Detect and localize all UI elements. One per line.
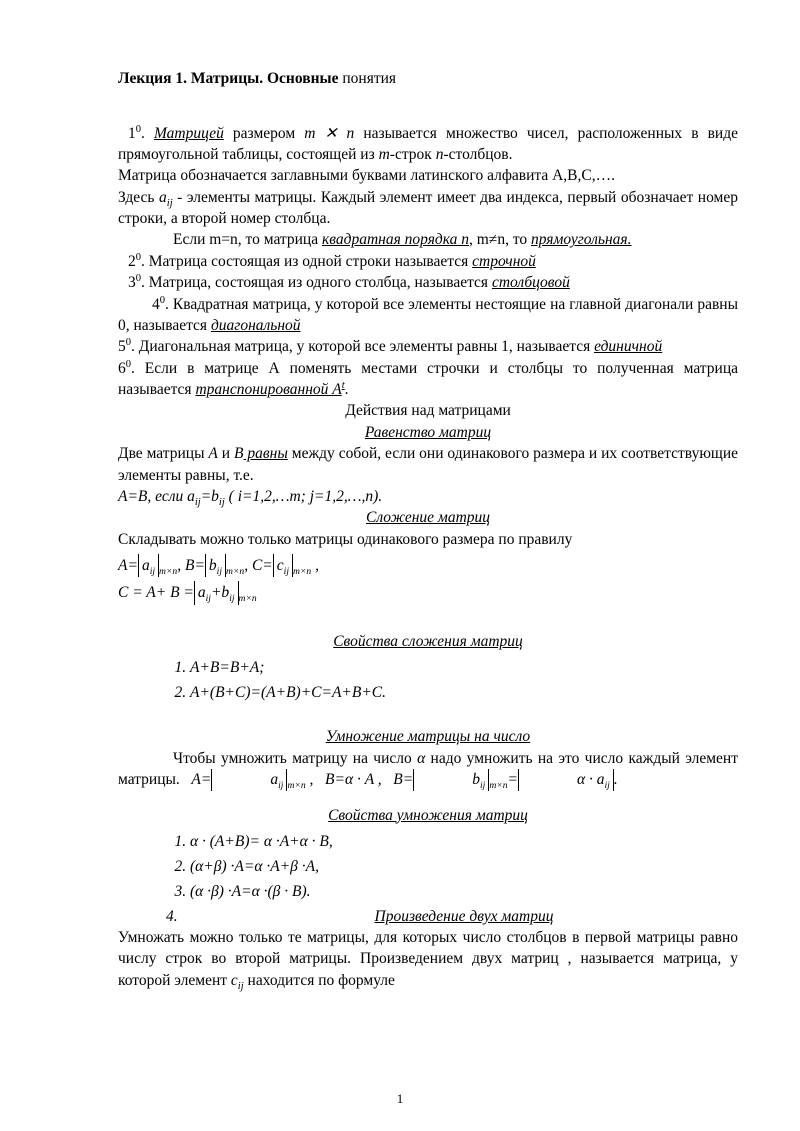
item-1-dot: .	[141, 124, 154, 142]
term-ravny: равны	[243, 445, 288, 463]
paragraph-scalar-rule	[118, 748, 738, 791]
definition-transposed-matrix	[118, 358, 738, 401]
p9-end: .	[344, 381, 349, 399]
definition-matrix	[118, 123, 738, 166]
f3-A-label: A=	[191, 771, 212, 789]
f2-dim: m×n	[238, 593, 257, 605]
f-eq-sub2: ij	[218, 497, 225, 509]
f1-c-dim: m×n	[293, 566, 312, 578]
f-eq-c: ( i=1,2,…m; j=1,2,…,n).	[224, 487, 383, 505]
f2-a-sub: ij	[205, 593, 211, 605]
f2-plus: +b	[210, 584, 230, 602]
f1-A-label: A=	[118, 557, 138, 575]
p1-text-a: размером	[223, 124, 305, 142]
f-eq-sub1: ij	[194, 497, 201, 509]
formula-scalar-multiplication	[184, 771, 618, 792]
f1-b-dim: m×n	[226, 566, 245, 578]
p7-text: . Квадратная матрица, у которой все элементы нестоящие на главной диагонали равны 0, называется	[118, 295, 738, 334]
heading-addition: Сложение матриц	[365, 509, 491, 527]
f3-comma: ,	[305, 771, 314, 789]
f1-a-sub: ij	[149, 566, 156, 578]
list-item: 3. (α ·β) ·A=α ·(β · B).	[190, 880, 738, 903]
p9-text: . Если в матрице А поменять местами строчки и столбцы то полученная матрица называется	[118, 359, 738, 399]
heading-product: Произведение двух матриц	[374, 907, 554, 925]
p14-cij-sub: ij	[237, 980, 244, 992]
f3-end: .	[613, 771, 618, 789]
list-multiplication-properties	[118, 830, 738, 904]
page-title	[118, 70, 738, 89]
f3-B-matrix	[413, 769, 489, 790]
f1-comma1: ,	[177, 557, 185, 575]
f3-B-label: B=	[325, 771, 345, 789]
f2-lhs: C = A+ B =	[118, 584, 194, 602]
f1-b-sub: ij	[216, 566, 223, 578]
p1-text-c: -строк	[389, 145, 436, 163]
f1-c: c	[276, 557, 284, 575]
formula-equality	[118, 486, 738, 507]
f-eq-a: A=B, если a	[118, 487, 195, 505]
heading-equality: Равенство матриц	[364, 423, 492, 441]
title-regular-part: понятия	[338, 70, 397, 87]
p1-m: m	[378, 145, 390, 163]
definition-identity-matrix	[118, 336, 738, 357]
list-item-4-row	[118, 906, 738, 927]
p1-text-b: называется множество чисел, расположенных в виде прямоугольной таблицы, состоящей из	[118, 124, 738, 163]
f1-B-matrix	[205, 554, 226, 577]
definition-row-matrix	[118, 251, 738, 272]
f3-alpha-a: α · a	[576, 771, 605, 789]
f3-B2-label: B=	[393, 771, 414, 789]
f1-A-matrix	[138, 554, 159, 577]
f1-b: b	[208, 557, 217, 575]
term-edinichnoy: единичной	[594, 338, 663, 356]
definition-diagonal-matrix	[118, 294, 738, 337]
p10-B: B	[234, 445, 244, 463]
heading-scalar-multiplication: Умножение матрицы на число	[325, 728, 531, 746]
paragraph-notation: Матрица обозначается заглавными буквами латинского алфавита А,В,С,….	[118, 167, 615, 185]
f1-C-matrix	[273, 554, 293, 577]
paragraph-product-rule	[118, 927, 738, 991]
formula-abc-definitions	[118, 554, 738, 577]
p4-text-a: Если m=n, то матрица	[173, 231, 322, 249]
p13-text-a: Чтобы умножить матрицу на число	[173, 749, 418, 767]
f3-A-matrix	[211, 769, 287, 790]
document-body	[118, 123, 738, 992]
p10-A: A	[208, 445, 218, 463]
term-transpose-sup: t	[341, 379, 345, 391]
p3-text-a: Здесь	[118, 188, 160, 206]
item-number-4-sup: 0	[159, 294, 166, 306]
p10-text-a: Две матрицы	[118, 445, 209, 463]
f3-alpha-matrix	[518, 769, 614, 790]
item-number-5: 5	[118, 338, 126, 356]
p10-text-b: между собой, если они одинакового размера и их соответствующие элементы равны, т.е.	[118, 445, 739, 484]
f-eq-b: =b	[200, 487, 219, 505]
f1-a-dim: m×n	[159, 566, 178, 578]
p3-text-b: - элементы матрицы. Каждый элемент имеет два индекса, первый обозначает номер строки, а второй номер столбца.	[118, 188, 738, 228]
term-stolbtsovoy: столбцовой	[491, 274, 570, 292]
f3-b: b	[472, 771, 480, 789]
f2-matrix	[194, 581, 239, 604]
f3-alpha-a-sub: ij	[604, 780, 610, 792]
p3-aij: a	[159, 188, 167, 206]
list-item: 2. (α+β) ·A=α ·A+β ·A,	[190, 855, 738, 878]
p14-text-b: находится по формуле	[243, 971, 395, 989]
page-number: 1	[396, 1091, 404, 1106]
paragraph-addition-rule: Складывать можно только матрицы одинакового размера по правилу	[118, 530, 573, 548]
paragraph-square-rect	[118, 229, 738, 250]
heading-multiplication-properties: Свойства умножения матриц	[328, 806, 528, 824]
f3-dim: m×n	[287, 780, 306, 792]
f3-b-dim: m×n	[489, 780, 508, 792]
term-diagonalnoy: диагональной	[210, 316, 301, 334]
item-number-2: 2	[128, 252, 136, 270]
item-number-3-sup: 0	[135, 273, 142, 285]
item-number-2-sup: 0	[135, 251, 142, 263]
f1-C-label: C=	[251, 557, 273, 575]
paragraph-equality	[118, 443, 738, 486]
item-number-1-sup: 0	[135, 123, 142, 135]
list-item: 2. A+(B+C)=(A+B)+C=A+B+C.	[190, 681, 738, 704]
list-item-4-number: 4.	[166, 907, 178, 925]
term-transponirovannoy: транспонированной A	[195, 381, 342, 399]
f1-end: ,	[311, 557, 319, 575]
item-number-5-sup: 0	[125, 337, 132, 349]
item-number-6: 6	[118, 359, 126, 377]
p8-text: . Диагональная матрица, у которой все элементы равны 1, называется	[131, 338, 595, 356]
title-bold-part: Лекция 1. Матрицы. Основные	[118, 70, 339, 87]
p3-aij-sub: ij	[166, 197, 173, 209]
term-kvadratnaya: квадратная порядка n	[321, 231, 469, 249]
p14-text-a: Умножать можно только те матрицы, для которых число столбцов в первой матрицы равно числу строк во второй матрицы. Произведением двух матриц , называется матрица, у которой элемент	[118, 929, 738, 989]
list-item: 1. A+B=B+A;	[190, 656, 738, 679]
p1-text-d: -столбцов.	[443, 145, 513, 163]
formula-sum	[118, 581, 738, 604]
f3-comma2: ,	[373, 771, 382, 789]
p5-text: . Матрица состоящая из одной строки называется	[141, 252, 473, 270]
f3-eq: =	[507, 771, 518, 789]
f1-comma2: ,	[244, 557, 252, 575]
f2-b-sub: ij	[229, 593, 235, 605]
f1-B-label: B=	[184, 557, 205, 575]
list-item: 1. α · (A+B)= α ·A+α · B,	[190, 830, 738, 853]
p6-text: . Матрица, состоящая из одного столбца, называется	[141, 274, 492, 292]
term-strochnoy: строчной	[472, 252, 536, 270]
f1-c-sub: ij	[283, 566, 290, 578]
item-number-6-sup: 0	[125, 358, 132, 370]
f3-b-sub: ij	[479, 780, 486, 792]
f3-a-sub: ij	[278, 780, 284, 792]
f2-a: a	[197, 584, 206, 602]
p13-alpha: α	[417, 749, 426, 767]
item-number-4: 4	[152, 295, 160, 313]
p13-text-b: надо умножить на это число каждый элемент матрицы.	[118, 749, 738, 789]
p14-cij: c	[230, 971, 238, 989]
f3-alpha-A: α · A	[344, 771, 374, 789]
term-matritsey: Матрицей	[153, 124, 224, 142]
item-number-1: 1	[128, 124, 136, 142]
definition-column-matrix	[118, 272, 738, 293]
f1-a: a	[141, 557, 150, 575]
p10-and: и	[217, 445, 235, 463]
p1-n: n	[435, 145, 444, 163]
heading-actions: Действия над матрицами	[345, 402, 511, 420]
p1-size: m ✕ n	[304, 124, 355, 142]
p4-text-b: , m≠n, то	[469, 231, 532, 249]
item-number-3: 3	[128, 274, 136, 292]
list-addition-properties	[118, 656, 738, 705]
heading-addition-properties: Свойства сложения матриц	[333, 632, 523, 650]
paragraph-elements	[118, 187, 738, 230]
term-pryamougolnaya: прямоугольная.	[531, 231, 632, 249]
f3-a: a	[270, 771, 279, 789]
